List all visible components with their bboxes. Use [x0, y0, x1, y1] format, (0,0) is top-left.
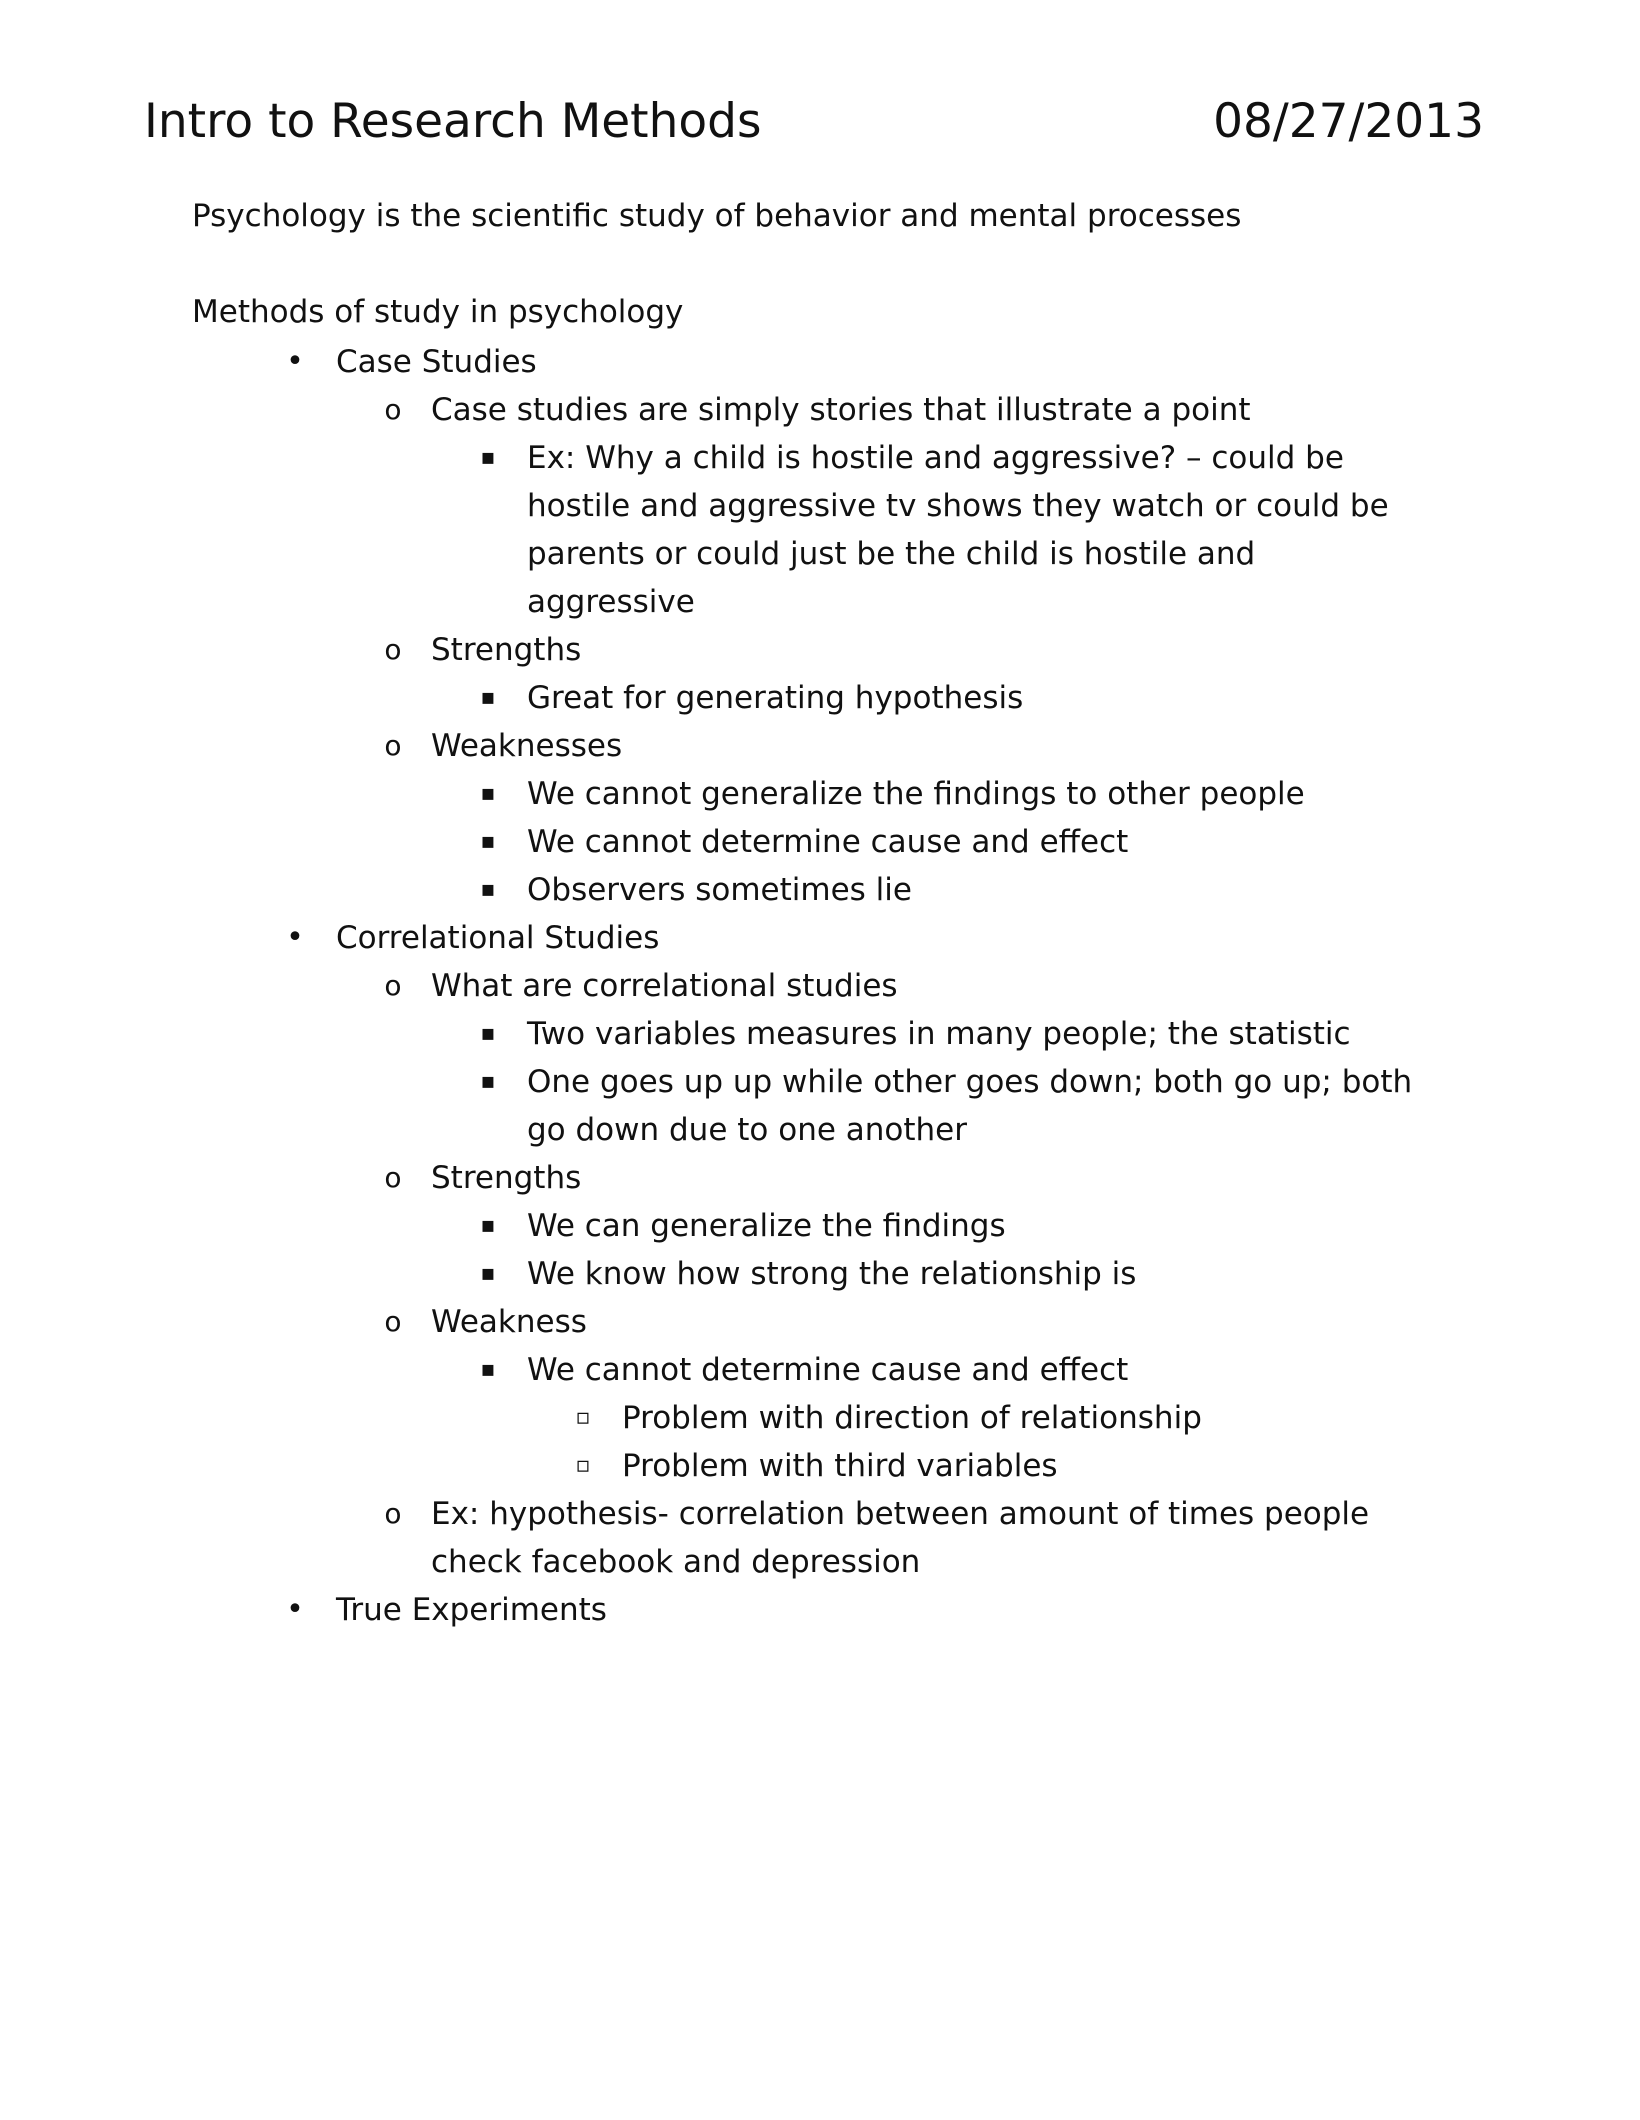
- correlational-weakness-detail: Problem with third variables: [622, 1448, 1058, 1484]
- square-bullet-icon: ▪: [480, 1261, 496, 1286]
- correlational-weakness-detail: Problem with direction of relationship: [622, 1400, 1202, 1436]
- case-studies-weakness: Observers sometimes lie: [527, 872, 912, 908]
- list-item: [0, 338, 1640, 386]
- case-studies-label: Case Studies: [336, 344, 537, 380]
- document-date: 08/27/2013: [1213, 94, 1484, 149]
- intro-sentence: Psychology is the scientific study of behavior and mental processes: [192, 198, 1242, 234]
- document-title: Intro to Research Methods: [144, 94, 762, 149]
- list-item: [0, 1154, 1640, 1202]
- circle-bullet-icon: o: [384, 633, 402, 666]
- list-item: [0, 1202, 1640, 1250]
- list-item: [0, 914, 1640, 962]
- hollow-square-bullet-icon: ▫: [575, 1453, 591, 1478]
- list-item: [0, 674, 1640, 722]
- circle-bullet-icon: o: [384, 1161, 402, 1194]
- list-item: [0, 1586, 1640, 1634]
- list-item: [0, 1346, 1640, 1394]
- list-item: [0, 1394, 1640, 1442]
- correlational-label: Correlational Studies: [336, 920, 660, 956]
- hollow-square-bullet-icon: ▫: [575, 1405, 591, 1430]
- square-bullet-icon: ▪: [480, 1021, 496, 1046]
- bullet-icon: •: [286, 344, 304, 379]
- circle-bullet-icon: o: [384, 1497, 402, 1530]
- circle-bullet-icon: o: [384, 393, 402, 426]
- square-bullet-icon: ▪: [480, 1213, 496, 1238]
- header-row: [144, 92, 1484, 152]
- correlational-weakness-label: Weakness: [431, 1304, 587, 1340]
- list-item: [0, 434, 1640, 626]
- correlational-strengths-label: Strengths: [431, 1160, 582, 1196]
- square-bullet-icon: ▪: [480, 1069, 496, 1094]
- case-studies-example: Ex: Why a child is hostile and aggressive? – could be hostile and aggressive tv shows they watch or could be parents or could just be the child is hostile and aggressive: [527, 440, 1389, 620]
- square-bullet-icon: ▪: [480, 781, 496, 806]
- square-bullet-icon: ▪: [480, 685, 496, 710]
- correlational-answer: Two variables measures in many people; the statistic: [527, 1016, 1351, 1052]
- list-item: [0, 1298, 1640, 1346]
- case-studies-weakness: We cannot generalize the findings to other people: [527, 776, 1305, 812]
- correlational-weakness: We cannot determine cause and effect: [527, 1352, 1129, 1388]
- list-item: [0, 962, 1640, 1010]
- list-item: [0, 626, 1640, 674]
- list-item: [0, 1442, 1640, 1490]
- list-item: [0, 818, 1640, 866]
- section-heading: Methods of study in psychology: [192, 294, 684, 330]
- list-item: [0, 722, 1640, 770]
- case-studies-weakness: We cannot determine cause and effect: [527, 824, 1129, 860]
- square-bullet-icon: ▪: [480, 829, 496, 854]
- case-studies-weaknesses-label: Weaknesses: [431, 728, 623, 764]
- outline-list: [0, 338, 1640, 1634]
- correlational-strength: We know how strong the relationship is: [527, 1256, 1137, 1292]
- square-bullet-icon: ▪: [480, 445, 496, 470]
- bullet-icon: •: [286, 920, 304, 955]
- correlational-example: Ex: hypothesis- correlation between amount of times people check facebook and depression: [431, 1496, 1370, 1580]
- correlational-strength: We can generalize the findings: [527, 1208, 1006, 1244]
- list-item: [0, 1058, 1640, 1154]
- true-experiments-label: True Experiments: [336, 1592, 607, 1628]
- case-studies-strength: Great for generating hypothesis: [527, 680, 1024, 716]
- correlational-answer: One goes up up while other goes down; both go up; both go down due to one another: [527, 1064, 1413, 1148]
- list-item: [0, 386, 1640, 434]
- circle-bullet-icon: o: [384, 1305, 402, 1338]
- square-bullet-icon: ▪: [480, 1357, 496, 1382]
- correlational-question: What are correlational studies: [431, 968, 898, 1004]
- circle-bullet-icon: o: [384, 729, 402, 762]
- case-studies-strengths-label: Strengths: [431, 632, 582, 668]
- bullet-icon: •: [286, 1592, 304, 1627]
- case-studies-definition: Case studies are simply stories that illustrate a point: [431, 392, 1251, 428]
- square-bullet-icon: ▪: [480, 877, 496, 902]
- list-item: [0, 866, 1640, 914]
- list-item: [0, 1490, 1640, 1586]
- list-item: [0, 1250, 1640, 1298]
- circle-bullet-icon: o: [384, 969, 402, 1002]
- list-item: [0, 770, 1640, 818]
- list-item: [0, 1010, 1640, 1058]
